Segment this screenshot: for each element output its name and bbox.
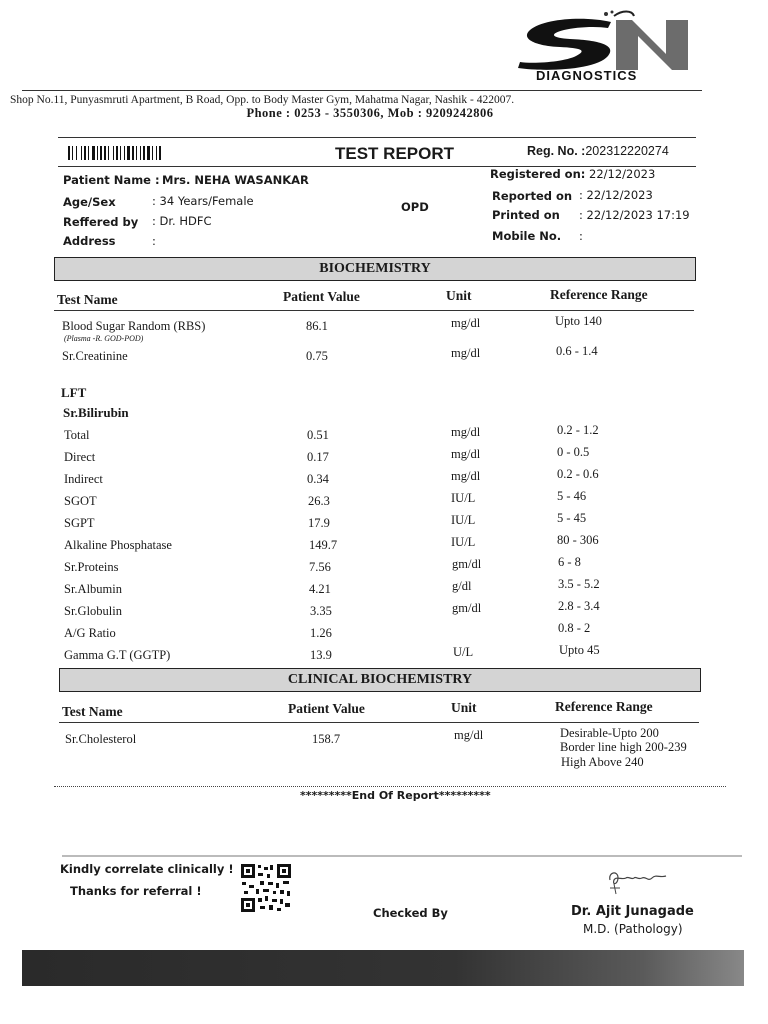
row-name: Gamma G.T (GGTP) — [64, 648, 171, 662]
opd-label: OPD — [401, 200, 429, 214]
mobile-label: Mobile No. — [492, 229, 562, 243]
row-value: 0.34 — [307, 472, 329, 486]
row-name: Sr.Albumin — [64, 582, 122, 596]
referred-value: : Dr. HDFC — [152, 214, 212, 228]
row-unit: mg/dl — [451, 447, 481, 461]
header-patient-value-2: Patient Value — [288, 701, 365, 716]
row-value: 86.1 — [306, 319, 328, 333]
row-unit: gm/dl — [452, 601, 482, 615]
printed-label: Printed on — [492, 208, 560, 222]
row-range: 0.6 - 1.4 — [556, 344, 598, 358]
row-unit: mg/dl — [451, 346, 481, 360]
row-name: Sr.Globulin — [64, 604, 122, 618]
row-value: 26.3 — [308, 494, 330, 508]
row-unit: IU/L — [451, 513, 476, 527]
row-range: 0.2 - 1.2 — [557, 423, 599, 437]
header-test-name: Test Name — [57, 292, 118, 307]
row-value: 1.26 — [310, 626, 332, 640]
row-value: 0.75 — [306, 349, 328, 363]
row-unit: mg/dl — [451, 469, 481, 483]
reg-no-value: 202312220274 — [585, 144, 669, 158]
header-unit-2: Unit — [451, 700, 477, 715]
divider — [54, 786, 726, 787]
report-title: TEST REPORT — [335, 144, 455, 163]
doctor-signature — [604, 866, 674, 896]
row-name: Direct — [64, 450, 96, 464]
header-reference-range-2: Reference Range — [555, 699, 653, 714]
lab-address: Shop No.11, Punyasmruti Apartment, B Road, Opp. to Body Master Gym, Mahatma Nagar, Nashik - 422007. — [10, 94, 515, 106]
row-range: 3.5 - 5.2 — [558, 577, 600, 591]
row-unit: IU/L — [451, 491, 476, 505]
reported-value: : 22/12/2023 — [579, 188, 653, 202]
row-value: 0.17 — [307, 450, 329, 464]
row-range: 6 - 8 — [558, 555, 581, 569]
reg-no-label: Reg. No. : — [527, 144, 586, 158]
reg-no — [527, 144, 669, 158]
row-value: 7.56 — [309, 560, 331, 574]
row-range: Upto 45 — [559, 643, 600, 657]
row-range: 0 - 0.5 — [557, 445, 590, 459]
age-label: Age/Sex — [63, 195, 116, 209]
row-range: 2.8 - 3.4 — [558, 599, 600, 613]
barcode — [68, 146, 210, 160]
section-clinical-biochemistry: CLINICAL BIOCHEMISTRY — [59, 668, 701, 692]
row-name: SGOT — [64, 494, 97, 508]
row-range: Desirable-Upto 200 — [560, 726, 659, 740]
row-range: High Above 240 — [561, 755, 644, 769]
end-of-report: *********End Of Report********* — [300, 789, 491, 802]
row-name: Sr.Cholesterol — [65, 732, 137, 746]
doctor-degree: M.D. (Pathology) — [583, 922, 683, 936]
header-unit: Unit — [446, 288, 472, 303]
patient-name-label: Patient Name : — [63, 173, 160, 187]
row-range: 80 - 306 — [557, 533, 599, 547]
row-unit: mg/dl — [451, 316, 481, 330]
lab-phone: Phone : 0253 - 3550306, Mob : 9209242806 — [246, 106, 494, 120]
footer-bar — [22, 950, 744, 986]
address-value: : — [152, 234, 156, 248]
header-reference-range: Reference Range — [550, 287, 648, 302]
doctor-name: Dr. Ajit Junagade — [571, 904, 694, 919]
age-value: : 34 Years/Female — [152, 194, 254, 208]
row-name: SGPT — [64, 516, 95, 530]
row-name: Sr.Creatinine — [62, 349, 128, 363]
mobile-value: : — [579, 229, 583, 243]
row-range: Upto 140 — [555, 314, 602, 328]
row-name: Sr.Proteins — [64, 560, 119, 574]
correlate-note: Kindly correlate clinically ! — [60, 862, 234, 876]
reported-label: Reported on — [492, 189, 573, 203]
row-range: 0.2 - 0.6 — [557, 467, 599, 481]
brand-subtitle: DIAGNOSTICS — [536, 68, 638, 83]
row-unit: mg/dl — [454, 728, 484, 742]
row-range: Border line high 200-239 — [560, 740, 687, 754]
lft-label: LFT — [61, 385, 87, 400]
row-value: 149.7 — [309, 538, 338, 552]
row-unit: IU/L — [451, 535, 476, 549]
header-test-name-2: Test Name — [62, 704, 123, 719]
rbs-method: (Plasma -R. GOD-POD) — [64, 334, 144, 343]
row-value: 4.21 — [309, 582, 331, 596]
row-name: Alkaline Phosphatase — [64, 538, 172, 552]
row-range: 5 - 45 — [557, 511, 587, 525]
row-unit: mg/dl — [451, 425, 481, 439]
row-name: Indirect — [64, 472, 103, 486]
row-unit: gm/dl — [452, 557, 482, 571]
qr-code — [240, 863, 292, 913]
section-biochemistry: BIOCHEMISTRY — [54, 257, 696, 281]
registered-value: 22/12/2023 — [589, 167, 656, 181]
printed-value: : 22/12/2023 17:19 — [579, 208, 690, 222]
header-patient-value: Patient Value — [283, 289, 360, 304]
row-name: A/G Ratio — [64, 626, 116, 640]
referred-label: Reffered by — [63, 215, 139, 229]
row-range: 0.8 - 2 — [558, 621, 591, 635]
row-value: 0.51 — [307, 428, 329, 442]
registered-label: Registered on: — [490, 167, 586, 181]
row-value: 3.35 — [310, 604, 332, 618]
row-name: Total — [64, 428, 90, 442]
checked-by-label: Checked By — [373, 906, 448, 920]
row-value: 17.9 — [308, 516, 330, 530]
row-name: Blood Sugar Random (RBS) — [62, 319, 206, 333]
row-value: 13.9 — [310, 648, 332, 662]
row-unit: U/L — [453, 645, 474, 659]
address-label: Address — [63, 234, 116, 248]
row-unit: g/dl — [452, 579, 472, 593]
row-value: 158.7 — [312, 732, 341, 746]
bilirubin-label: Sr.Bilirubin — [63, 405, 129, 420]
row-range: 5 - 46 — [557, 489, 587, 503]
thanks-note: Thanks for referral ! — [70, 884, 202, 898]
patient-name: Mrs. NEHA WASANKAR — [162, 173, 309, 187]
